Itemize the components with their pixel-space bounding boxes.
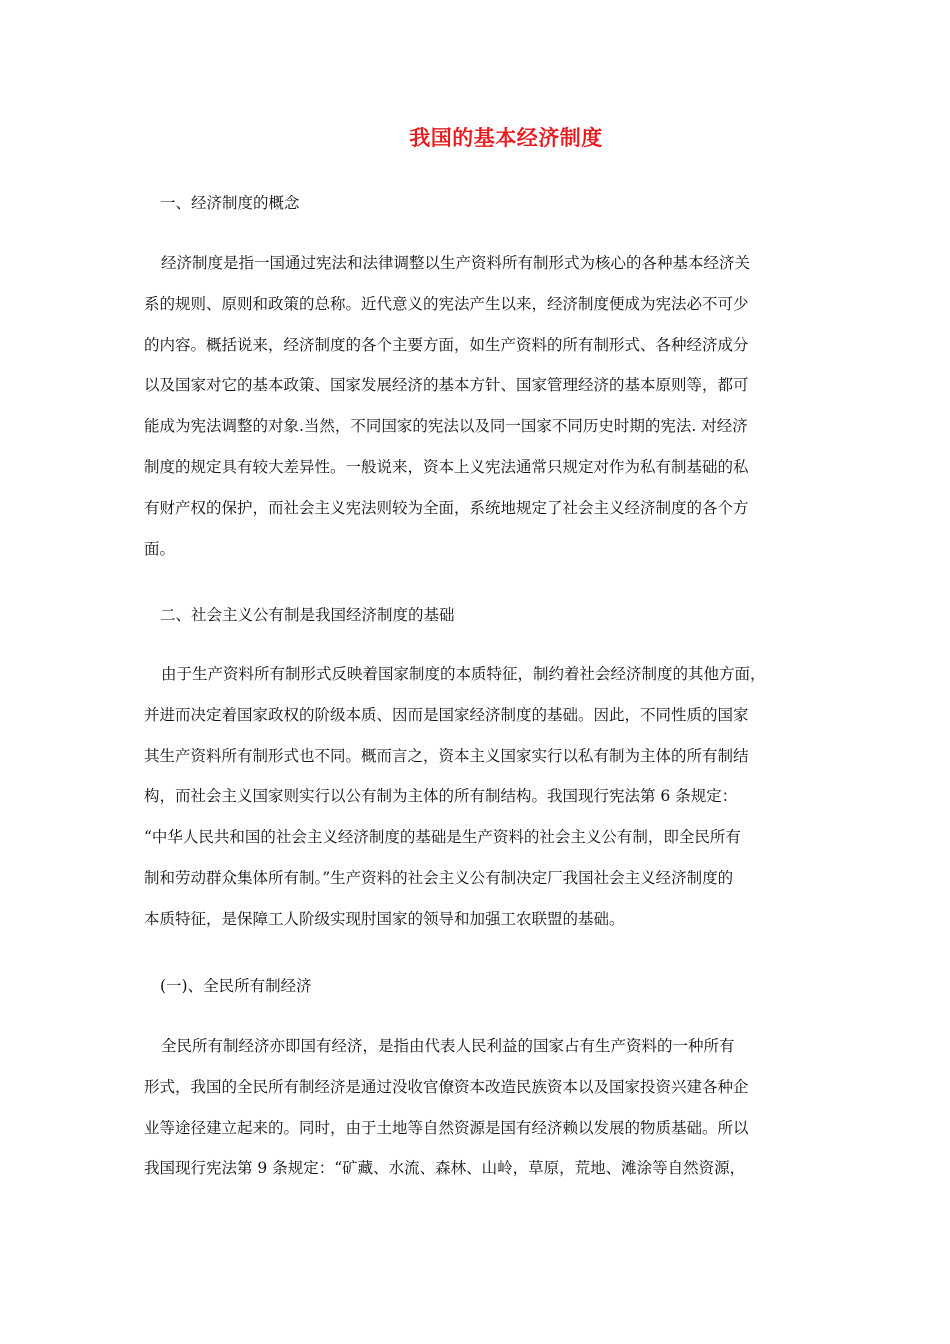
paragraph-line: 经济制度是指一国通过宪法和法律调整以生产资料所有制形式为核心的各种基本经济关 [161, 254, 751, 272]
paragraph-line: 全民所有制经济亦即国有经济，是指由代表人民利益的国家占有生产资料的一种所有 [161, 1037, 735, 1055]
section-paragraph-1 [144, 243, 814, 569]
paragraph-line: 以及国家对它的基本政策、国家发展经济的基本方针、国家管理经济的基本原则等，都可 [144, 376, 749, 395]
paragraph-line: 并进而决定着国家政权的阶级本质、因而是国家经济制度的基础。因此，不同性质的国家 [144, 705, 749, 724]
paragraph-line: 业等途径建立起来的。同时，由于土地等自然资源是国有经济赖以发展的物质基础。所以 [144, 1118, 749, 1137]
section-heading-1: 一、经济制度的概念 [160, 194, 300, 212]
paragraph-line: 制度的规定具有较大差异性。一般说来，资本上义宪法通常只规定对作为私有制基础的私 [144, 457, 749, 476]
paragraph-line: 由于生产资料所有制形式反映着国家制度的本质特征，制约着社会经济制度的其他方面， [161, 665, 766, 683]
document-title: 我国的基本经济制度 [409, 125, 603, 150]
paragraph-line: 制和劳动群众集体所有制。”生产资料的社会主义公有制决定厂我国社会主义经济制度的 [144, 868, 734, 887]
section-heading-2: 二、社会主义公有制是我国经济制度的基础 [160, 606, 455, 624]
section-heading-3: (一)、全民所有制经济 [160, 977, 312, 995]
paragraph-line: 本质特征，是保障工人阶级实现肘国家的领导和加强工农联盟的基础。 [144, 909, 625, 928]
paragraph-line: 其生产资料所有制形式也不同。概而言之，资本主义国家实行以私有制为主体的所有制结 [144, 746, 749, 765]
paragraph-line: 构，而社会主义国家则实行以公有制为主体的所有制结构。我国现行宪法第 6 条规定： [144, 787, 738, 806]
section-paragraph-2 [144, 654, 814, 940]
paragraph-line: 能成为宪法调整的对象.当然，不同国家的宪法以及同一国家不同历史时期的宪法. 对经济 [144, 417, 748, 436]
paragraph-line: 形式，我国的全民所有制经济是通过没收官僚资本改造民族资本以及国家投资兴建各种企 [144, 1077, 749, 1096]
paragraph-line: 系的规则、原则和政策的总称。近代意义的宪法产生以来，经济制度便成为宪法必不可少 [144, 294, 749, 313]
paragraph-line: 有财产权的保护，而社会主义宪法则较为全面，系统地规定了社会主义经济制度的各个方 [144, 498, 749, 517]
section-paragraph-3 [144, 1026, 814, 1189]
paragraph-line: “中华人民共和国的社会主义经济制度的基础是生产资料的社会主义公有制，即全民所有 [144, 828, 741, 847]
paragraph-line: 面。 [144, 539, 176, 558]
paragraph-line: 的内容。概括说来，经济制度的各个主要方面，如生产资料的所有制形式、各种经济成分 [144, 335, 749, 354]
paragraph-line: 我国现行宪法第 9 条规定：“矿藏、水流、森林、山岭，草原，荒地、滩涂等自然资源， [144, 1159, 746, 1178]
